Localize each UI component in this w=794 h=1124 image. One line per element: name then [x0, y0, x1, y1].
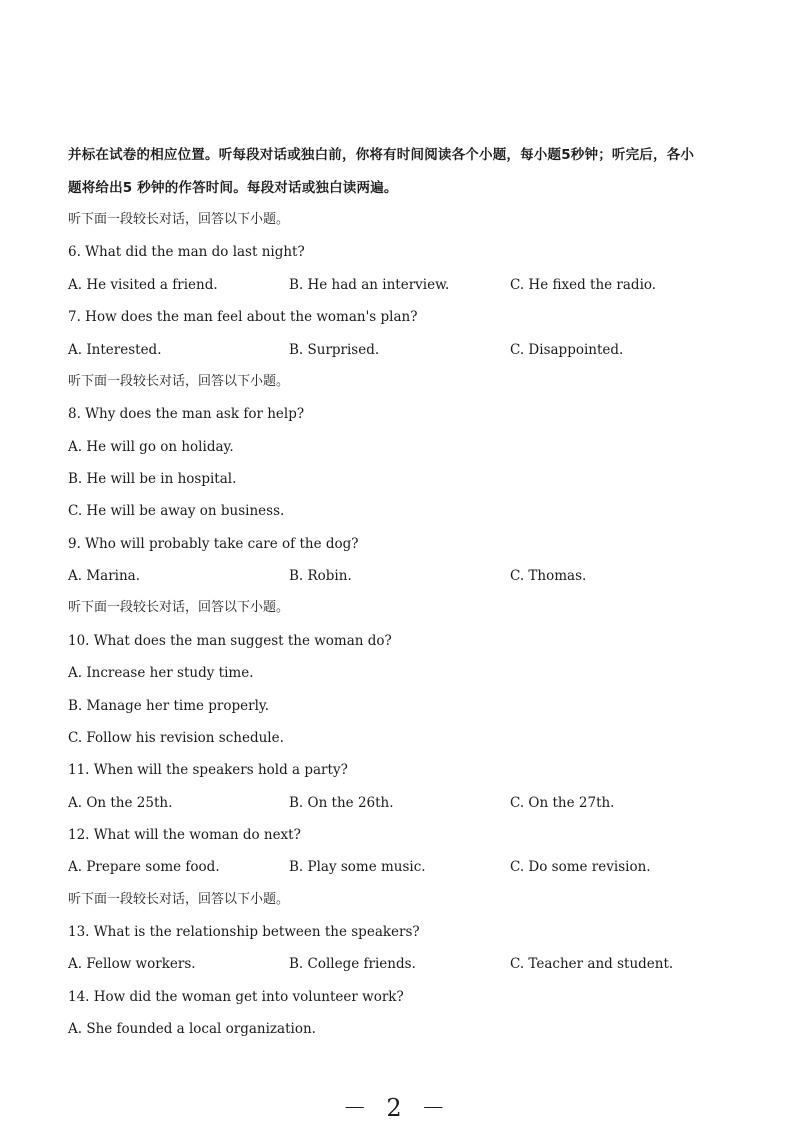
intro-line-1: 并标在试卷的相应位置。听每段对话或独白前，你将有时间阅读各个小题，每小题5秒钟；听完后，各小: [68, 147, 695, 163]
question-8-stem: 8. Why does the man ask for help?: [68, 406, 305, 422]
question-6-option-b: B. He had an interview.: [289, 277, 450, 293]
question-10-option-c: C. Follow his revision schedule.: [68, 730, 284, 746]
section-instruction: 听下面一段较长对话，回答以下小题。: [68, 374, 290, 389]
question-9-option-c: C. Thomas.: [510, 568, 587, 584]
question-13-option-a: A. Fellow workers.: [68, 956, 196, 972]
question-7-option-b: B. Surprised.: [289, 342, 380, 358]
question-13-stem: 13. What is the relationship between the speakers?: [68, 924, 420, 940]
question-9-option-b: B. Robin.: [289, 568, 352, 584]
question-7-option-a: A. Interested.: [68, 342, 162, 358]
question-12-option-b: B. Play some music.: [289, 859, 426, 875]
question-8-option-c: C. He will be away on business.: [68, 503, 285, 519]
question-6-stem: 6. What did the man do last night?: [68, 244, 305, 260]
page-number: － 2 －: [342, 1094, 452, 1122]
question-14-option-a: A. She founded a local organization.: [68, 1021, 316, 1037]
question-8-option-a: A. He will go on holiday.: [68, 439, 234, 455]
question-12-stem: 12. What will the woman do next?: [68, 827, 301, 843]
question-11-option-a: A. On the 25th.: [68, 795, 173, 811]
question-14-stem: 14. How did the woman get into volunteer work?: [68, 989, 404, 1005]
intro-line-2: 题将给出5 秒钟的作答时间。每段对话或独白读两遍。: [68, 180, 398, 196]
question-9-option-a: A. Marina.: [68, 568, 141, 584]
question-12-option-a: A. Prepare some food.: [68, 859, 220, 875]
question-11-option-b: B. On the 26th.: [289, 795, 394, 811]
question-10-option-b: B. Manage her time properly.: [68, 698, 270, 714]
question-11-stem: 11. When will the speakers hold a party?: [68, 762, 348, 778]
question-7-stem: 7. How does the man feel about the woman's plan?: [68, 309, 418, 325]
question-13-option-b: B. College friends.: [289, 956, 416, 972]
section-instruction: 听下面一段较长对话，回答以下小题。: [68, 212, 290, 227]
question-10-option-a: A. Increase her study time.: [68, 665, 254, 681]
question-8-option-b: B. He will be in hospital.: [68, 471, 237, 487]
question-6-option-a: A. He visited a friend.: [68, 277, 218, 293]
question-10-stem: 10. What does the man suggest the woman do?: [68, 633, 392, 649]
question-13-option-c: C. Teacher and student.: [510, 956, 674, 972]
question-6-option-c: C. He fixed the radio.: [510, 277, 657, 293]
section-instruction: 听下面一段较长对话，回答以下小题。: [68, 600, 290, 615]
section-instruction: 听下面一段较长对话，回答以下小题。: [68, 892, 290, 907]
question-9-stem: 9. Who will probably take care of the dog?: [68, 536, 359, 552]
question-12-option-c: C. Do some revision.: [510, 859, 651, 875]
question-11-option-c: C. On the 27th.: [510, 795, 615, 811]
question-7-option-c: C. Disappointed.: [510, 342, 624, 358]
